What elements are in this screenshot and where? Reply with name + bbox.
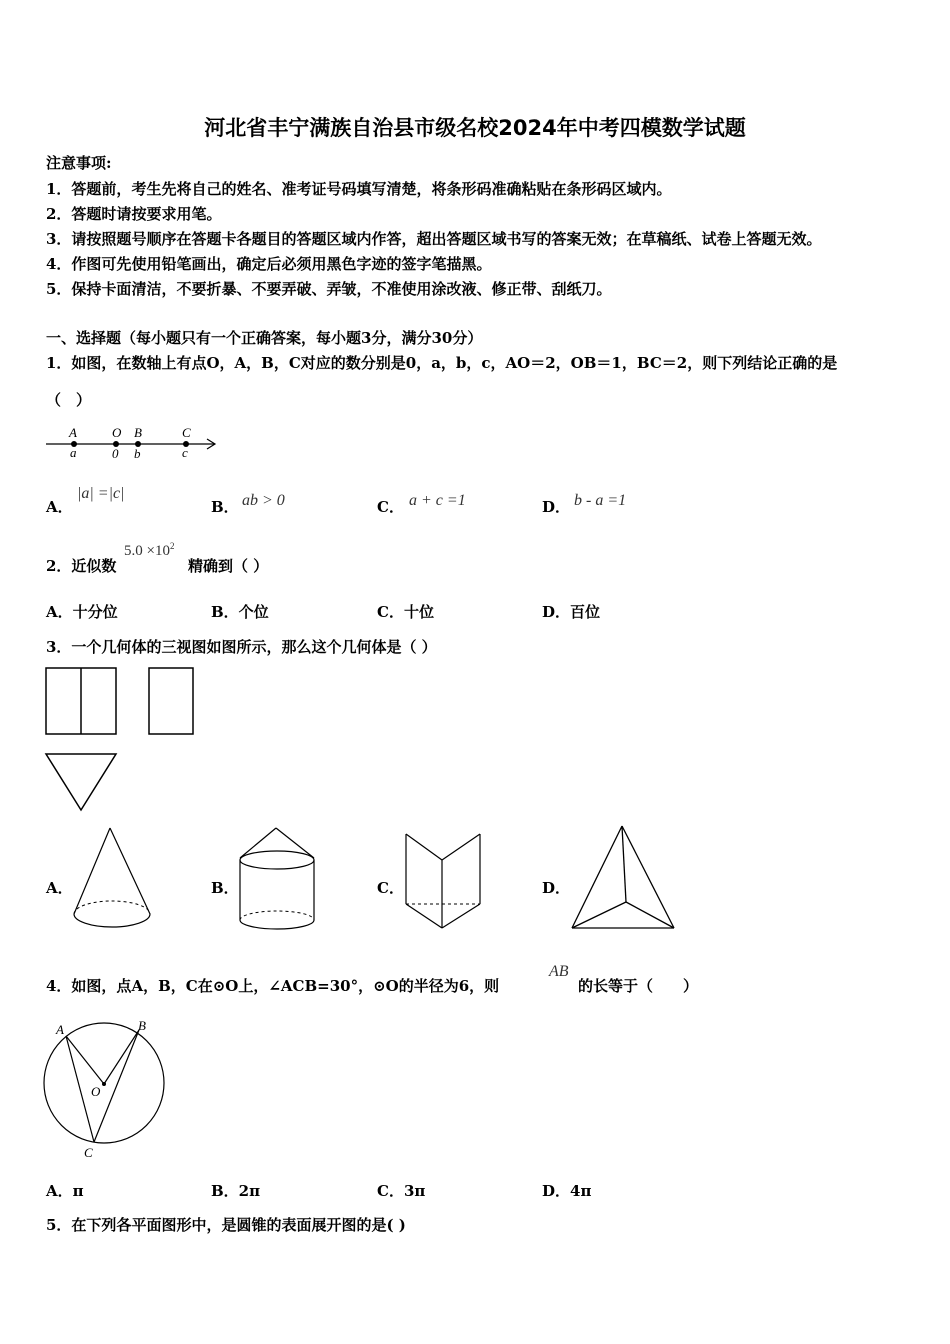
q1-option-b-math: ab > 0	[242, 492, 285, 509]
three-views-figure	[44, 666, 204, 816]
axis-value-0: 0	[112, 446, 119, 461]
number-line-figure	[44, 424, 224, 464]
notice-heading: 注意事项:	[46, 154, 112, 172]
cone-figure	[70, 824, 154, 934]
q5-stem: 5．在下列各平面图形中，是圆锥的表面展开图的是( )	[46, 1216, 406, 1234]
q1-option-d-math: b - a =1	[574, 492, 627, 509]
triangular-pyramid-figure	[568, 822, 680, 934]
q4-option-a: A．π	[46, 1182, 84, 1200]
circle-label-O: O	[91, 1084, 101, 1099]
q2-option-a: A．十分位	[46, 603, 118, 621]
axis-label-A: A	[69, 425, 77, 440]
cone-on-cylinder-figure	[236, 826, 320, 936]
notice-item: 5．保持卡面清洁，不要折暴、不要弄破、弄皱，不准使用涂改液、修正带、刮纸刀。	[46, 280, 612, 298]
axis-label-O: O	[112, 425, 122, 440]
q4-option-d: D．4π	[542, 1182, 592, 1200]
q2-option-c: C．十位	[377, 603, 434, 621]
q4-stem-b: 的长等于（ ）	[578, 977, 699, 995]
q2-math-base: 5.0 ×10	[124, 543, 170, 559]
axis-value-c: c	[182, 445, 188, 460]
q4-arc-ab: AB	[549, 963, 569, 980]
circle-label-B: B	[138, 1018, 146, 1033]
q4-option-c: C．3π	[377, 1182, 426, 1200]
q3-option-d: D．	[542, 879, 571, 897]
axis-value-b: b	[134, 446, 141, 461]
q4-stem-a: 4．如图，点A，B，C在⊙O上，∠ACB=30°，⊙O的半径为6，则	[46, 977, 500, 995]
circle-label-C: C	[84, 1145, 93, 1160]
q1-option-d-label: D．	[542, 498, 571, 516]
q3-option-b: B．	[211, 879, 239, 897]
q3-option-c: C．	[377, 879, 404, 897]
q1-option-c-math: a + c =1	[409, 492, 466, 509]
q2-math	[124, 541, 174, 560]
notice-item: 3．请按照题号顺序在答题卡各题目的答题区域内作答，超出答题区域书写的答案无效；在草稿纸、试卷上答题无效。	[46, 230, 822, 248]
q1-option-a-math: |a| =|c|	[77, 485, 125, 502]
axis-label-B: B	[134, 425, 142, 440]
section-heading: 一、选择题（每小题只有一个正确答案，每小题3分，满分30分）	[46, 329, 483, 347]
page-title: 河北省丰宁满族自治县市级名校2024年中考四模数学试题	[204, 116, 746, 140]
q1-option-c-label: C．	[377, 498, 404, 516]
q1-stem: 1．如图，在数轴上有点O，A，B，C对应的数分别是0，a，b，c，AO＝2，OB＝1，BC＝2，则下列结论正确的是	[46, 354, 838, 372]
notice-item: 1．答题前，考生先将自己的姓名、准考证号码填写清楚，将条形码准确粘贴在条形码区域内。	[46, 180, 672, 198]
notice-item: 4．作图可先使用铅笔画出，确定后必须用黑色字迹的签字笔描黑。	[46, 255, 492, 273]
triangular-prism-figure	[402, 830, 486, 934]
circle-figure	[42, 1018, 172, 1163]
q1-paren: （ ）	[46, 391, 92, 409]
q3-option-a: A．	[46, 879, 73, 897]
q3-stem: 3．一个几何体的三视图如图所示，那么这个几何体是（ ）	[46, 638, 437, 656]
q2-math-exp: 2	[169, 541, 175, 551]
axis-label-C: C	[182, 425, 191, 440]
q2-suffix: 精确到（ ）	[188, 557, 269, 575]
q4-option-b: B．2π	[211, 1182, 261, 1200]
q1-option-a-label: A．	[46, 498, 73, 516]
q2-prefix: 2．近似数	[46, 557, 117, 575]
circle-label-A: A	[56, 1022, 64, 1037]
axis-value-a: a	[70, 445, 77, 460]
q1-option-b-label: B．	[211, 498, 239, 516]
q2-option-b: B．个位	[211, 603, 269, 621]
q2-option-d: D．百位	[542, 603, 601, 621]
notice-item: 2．答题时请按要求用笔。	[46, 205, 222, 223]
